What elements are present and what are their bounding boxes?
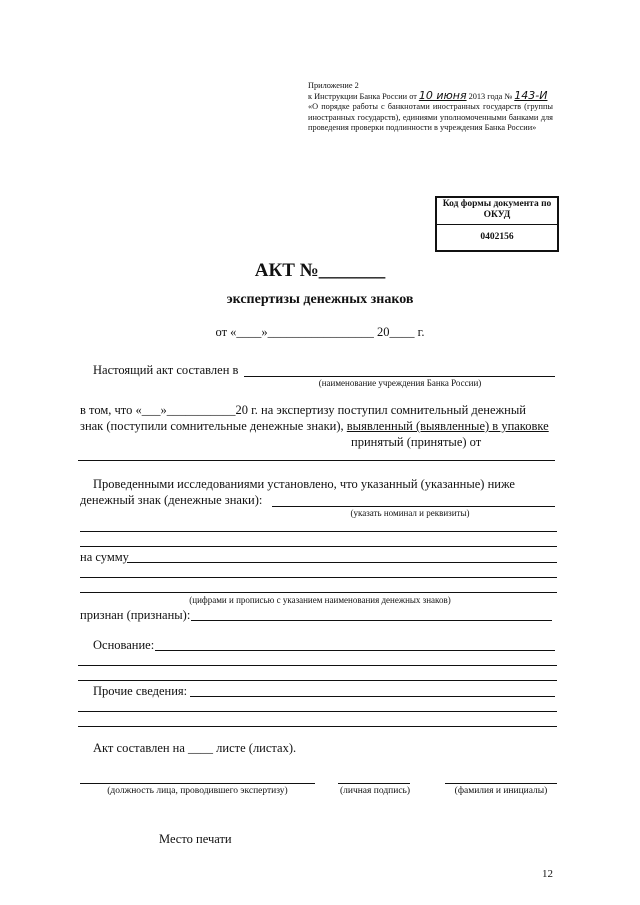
signature-caption: (личная подпись)	[339, 786, 411, 796]
recognized-field[interactable]	[191, 620, 552, 621]
receipt-line-2: знак (поступили сомнительные денежные знаки), выявленный (выявленные) в упаковке	[80, 419, 549, 433]
signature-field[interactable]	[338, 783, 410, 784]
act-subtitle: экспертизы денежных знаков	[226, 292, 414, 307]
okud-box	[435, 196, 559, 252]
found-in-package: выявленный (выявленные) в упаковке	[346, 419, 549, 433]
amount-line-3[interactable]	[80, 592, 557, 593]
denomination-line-2[interactable]	[80, 531, 557, 532]
other-info-line-3[interactable]	[78, 726, 557, 727]
instruction-date: 10 июня	[418, 89, 467, 103]
other-info-label: Прочие сведения:	[93, 684, 188, 698]
recognized-label: признан (признаны):	[80, 608, 191, 622]
denomination-line-3[interactable]	[80, 546, 557, 547]
basis-label: Основание:	[93, 638, 155, 652]
findings-line-2: денежный знак (денежные знаки):	[80, 493, 263, 507]
position-caption: (должность лица, проводившего экспертизу)	[107, 786, 288, 796]
receipt-line-1: в том, что «___»___________20 г. на экспертизу поступил сомнительный денежный	[80, 403, 526, 417]
basis-line-2[interactable]	[78, 665, 557, 666]
amount-caption: (цифрами и прописью с указанием наименования денежных знаков)	[189, 595, 451, 605]
instruction-number: 143-И	[514, 89, 548, 103]
basis-line-3[interactable]	[78, 680, 557, 681]
other-info-line-2[interactable]	[78, 711, 557, 712]
denomination-caption: (указать номинал и реквизиты)	[350, 508, 470, 518]
amount-field[interactable]	[127, 562, 557, 563]
denomination-field[interactable]	[272, 506, 555, 507]
position-field[interactable]	[80, 783, 315, 784]
basis-field[interactable]	[155, 650, 555, 651]
okud-code: 0402156	[480, 232, 514, 242]
accepted-from-label: принятый (принятые) от	[351, 435, 482, 449]
act-date-line: от «____»_________________ 20____ г.	[215, 325, 425, 339]
sheets-count: Акт составлен на ____ листе (листах).	[93, 741, 297, 755]
institution-field[interactable]	[244, 376, 555, 377]
act-title: АКТ №_______	[254, 260, 386, 281]
accepted-from-field[interactable]	[78, 460, 555, 461]
appendix-label: Приложение 2	[308, 81, 359, 90]
other-info-field[interactable]	[190, 696, 555, 697]
instruction-reference: к Инструкции Банка России от 10 июня 2013 года № 143-И	[308, 89, 548, 103]
okud-label: Код формы документа по ОКУД	[437, 198, 557, 225]
name-caption: (фамилия и инициалы)	[454, 786, 548, 796]
amount-label: на сумму	[80, 550, 129, 564]
appendix-header	[308, 81, 553, 133]
stamp-place: Место печати	[159, 832, 232, 846]
name-field[interactable]	[445, 783, 557, 784]
findings-line-1: Проведенными исследованиями установлено, что указанный (указанные) ниже	[93, 477, 515, 491]
institution-caption: (наименование учреждения Банка России)	[318, 378, 482, 388]
composed-in-label: Настоящий акт составлен в	[93, 363, 239, 377]
instruction-title: «О порядке работы с банкнотами иностранных государств (группы иностранных государств), единиями уполномоченными банками для проведения проверки подлинности в учреждения Банка России»	[308, 102, 553, 132]
amount-line-2[interactable]	[80, 577, 557, 578]
page-number: 12	[542, 868, 553, 880]
